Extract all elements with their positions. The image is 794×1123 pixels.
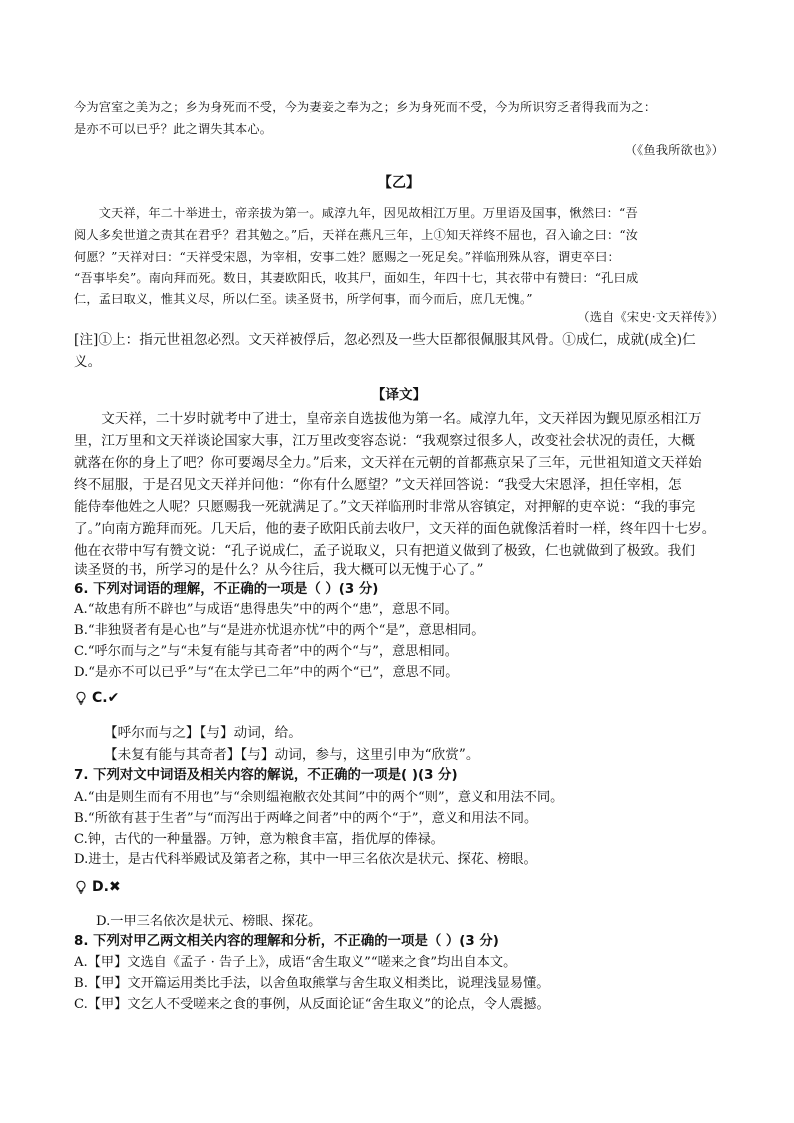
- translation-line: 就落在你的身上了吧？你可要竭尽全力。”后来，文天祥在元朝的首都燕京呆了三年，元世祖知道文天祥始: [74, 455, 702, 471]
- translation-line: 他在衣带中写有赞文说：“孔子说成仁，孟子说取义，只有把道义做到了极致，仁也就做到了极致。我们: [74, 543, 695, 559]
- passage-yi-note: 义。: [74, 354, 102, 370]
- translation-line: 文天祥，二十岁时就考中了进士，皇帝亲自选拔他为第一名。咸淳九年，文天祥因为觐见原丞相江万: [74, 411, 702, 427]
- translation-line: 能侍奉他姓之人呢？只愿赐我一死就满足了。”文天祥临刑时非常从容镇定，对押解的吏卒说：“我的事完: [74, 499, 696, 515]
- question-7-explain: D.一甲三名依次是状元、榜眼、探花。: [96, 914, 322, 929]
- passage-jia-source: （《鱼我所欲也》）: [624, 143, 724, 157]
- question-6-explain: 【未复有能与其奇者】【与】动词，参与，这里引申为“欣赏”。: [104, 747, 480, 763]
- passage-yi-line: 仁，孟曰取义，惟其义尽，所以仁至。读圣贤书，所学何事，而今而后，庶几无愧。”: [74, 292, 533, 306]
- question-7-stem: 7. 下列对文中词语及相关内容的解说，不正确的一项是( )(3 分): [74, 768, 458, 783]
- translation-line: 读圣贤的书，所学习的是什么？从今往后，我大概可以无愧于心了。”: [74, 562, 484, 578]
- question-7-option-c: C.钟，古代的一种量器。万钟，意为粮食丰富，指优厚的俸禄。: [74, 832, 444, 847]
- question-8-option-c: C.【甲】文乞人不受嗟来之食的事例，从反面论证“舍生取义”的论点，令人震撼。: [74, 997, 550, 1012]
- question-6-answer-text: C.✔: [92, 690, 120, 706]
- passage-jia-line: 今为宫室之美为之；乡为身死而不受，今为妻妾之奉为之；乡为身死而不受，今为所识穷乏者得我而为之：: [74, 100, 657, 114]
- question-7-option-a: A.“由是则生而有不用也”与“余则缊袍敝衣处其间”中的两个“则”，意义和用法不同。: [74, 790, 564, 805]
- translation-line: 终不屈服，于是召见文天祥并问他：“你有什么愿望？”文天祥回答说：“我受大宋恩泽，担任宰相，怎: [74, 477, 682, 493]
- question-7-option-b: B.“所欲有甚于生者”与“而泻出于两峰之间者”中的两个“于”，意义和用法不同。: [74, 811, 538, 826]
- question-7-answer-text: D.✖: [92, 879, 121, 895]
- translation-line: 里，江万里和文天祥谈论国家大事，江万里改变容态说：“我观察过很多人，改变社会状况的责任，大概: [74, 433, 695, 449]
- question-8-option-a: A.【甲】文选自《孟子 · 告子上》，成语“舍生取义”“嗟来之食”均出自本文。: [74, 955, 517, 970]
- question-6-option-d: D.“是亦不可以已乎”与“在太学已二年”中的两个“已”，意思不同。: [74, 665, 459, 680]
- passage-yi-source: （选自《宋史·文天祥传》）: [577, 310, 724, 324]
- passage-yi-line: 何愿？”天祥对曰：“天祥受宋恩，为宰相，安事二姓？愿赐之一死足矣。”祥临刑殊从容，谓吏卒曰：: [74, 250, 620, 264]
- passage-jia-line: 是亦不可以已乎？此之谓失其本心。: [74, 122, 273, 136]
- passage-yi-note: [注]①上：指元世祖忽必烈。文天祥被俘后，忽必烈及一些大臣都很佩服其风骨。①成仁，成就(成全)仁: [74, 332, 696, 348]
- question-6-option-c: C.“呼尔而与之”与“未复有能与其奇者”中的两个“与”，意思相同。: [74, 644, 458, 659]
- translation-heading: 【译文】: [371, 387, 427, 403]
- passage-yi-heading: 【乙】: [377, 175, 421, 191]
- question-6-answer: [74, 690, 724, 706]
- passage-yi-line: “吾事毕矣”。南向拜而死。数日，其妻欧阳氏，收其尸，面如生，年四十七，其衣带中有赞曰：“孔曰成: [74, 271, 639, 285]
- passage-yi-line: 阅人多矣世道之责其在君乎？君其勉之。”后，天祥在燕凡三年，上①知天祥终不屈也，召入谕之曰：“汝: [74, 228, 639, 242]
- question-8-option-b: B.【甲】文开篇运用类比手法，以舍鱼取熊掌与舍生取义相类比，说理浅显易懂。: [74, 976, 550, 991]
- question-8-stem: 8. 下列对甲乙两文相关内容的理解和分析，不正确的一项是（ ）(3 分): [74, 934, 499, 949]
- question-6-explain: 【呼尔而与之】【与】动词，给。: [104, 725, 302, 741]
- translation-line: 了。”向南方跪拜而死。几天后，他的妻子欧阳氏前去收尸，文天祥的面色就像活着时一样，终年四十七岁。: [74, 521, 716, 537]
- question-6-option-b: B.“非独贤者有是心也”与“是进亦忧退亦忧”中的两个“是”，意思相同。: [74, 623, 485, 638]
- passage-yi-line: 文天祥，年二十举进士，帝亲拔为第一。咸淳九年，因见故相江万里。万里语及国事，愀然曰：“吾: [74, 206, 638, 220]
- question-6-option-a: A.“故患有所不辟也”与成语“患得患失”中的两个“患”，意思不同。: [74, 602, 458, 617]
- question-6-stem: 6. 下列对词语的理解，不正确的一项是（ ）(3 分): [74, 582, 379, 597]
- question-7-option-d: D.进士，是古代科举殿试及第者之称，其中一甲三名依次是状元、探花、榜眼。: [74, 852, 537, 867]
- lightbulb-icon: [74, 691, 88, 705]
- question-7-answer: [74, 879, 724, 895]
- lightbulb-icon: [74, 880, 88, 894]
